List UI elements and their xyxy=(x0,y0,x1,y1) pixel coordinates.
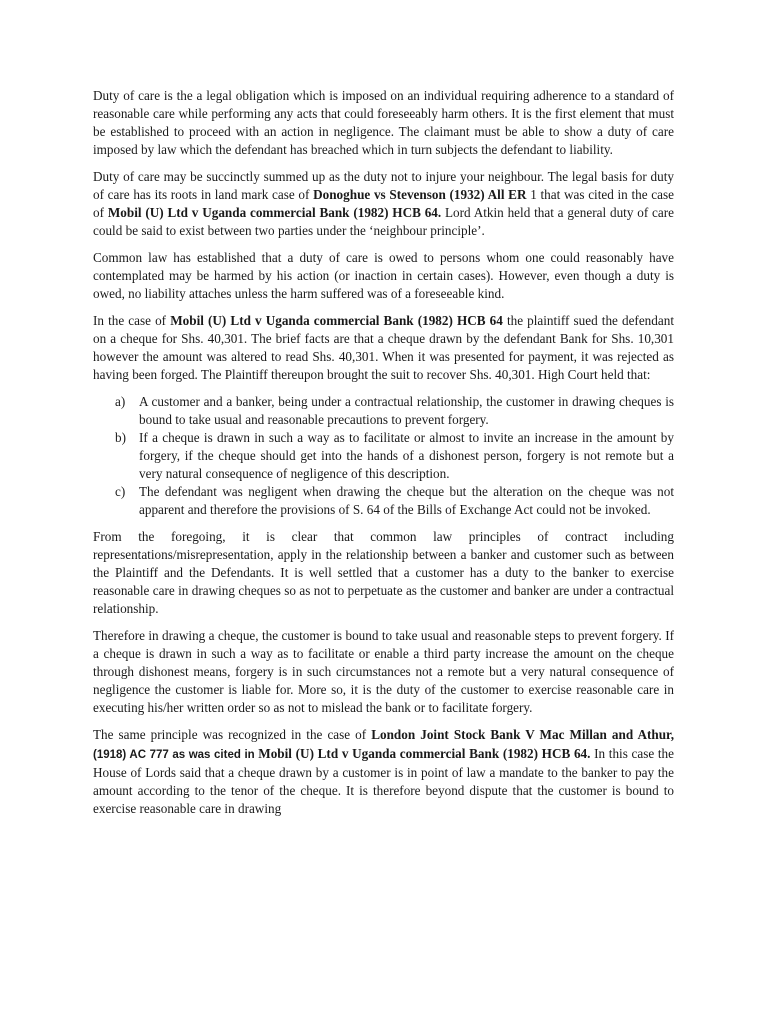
paragraph-foregoing: From the foregoing, it is clear that common law principles of contract including representations/misrepresentation, apply in the relationship between a banker and customer such as between the Plaintiff and the Defendants. It is well settled that a customer has a duty to the banker to exercise reasonable care in drawing cheques so as not to perpetuate as the customer and banker are under a contractual relationship. xyxy=(93,529,674,616)
list-item xyxy=(93,393,674,429)
text-run: Lord Atkin held that a general duty of care could be said to exist between two parties under the ‘neighbour principle’. xyxy=(93,205,674,238)
case-citation: Mobil (U) Ltd v Uganda commercial Bank (1982) HCB 64 xyxy=(170,313,503,328)
list-item xyxy=(93,429,674,483)
paragraph-same-principle xyxy=(93,726,674,818)
text-run: Duty of care may be succinctly summed up as the duty not to injure your neighbour. The legal basis for duty of care has its roots in land mark case of xyxy=(93,169,674,202)
case-citation: London Joint Stock Bank V Mac Millan and Athur, xyxy=(371,727,674,742)
list-item-text: The defendant was negligent when drawing the cheque but the alteration on the cheque was not apparent and therefore the provisions of S. 64 of the Bills of Exchange Act could not be invoked. xyxy=(139,484,674,517)
case-citation: Mobil (U) Ltd v Uganda commercial Bank (1982) HCB 64. xyxy=(107,205,442,220)
text-run: In the case of xyxy=(93,313,171,328)
text-run: The same principle was recognized in the case of xyxy=(93,727,372,742)
document-page xyxy=(93,87,674,827)
list-marker: a) xyxy=(115,394,126,409)
holdings-list xyxy=(93,393,674,519)
text-run: the plaintiff sued the defendant on a cheque for Shs. 40,301. The brief facts are that a cheque drawn by the defendant Bank for Shs. 10,301 however the amount was altered to read Shs. 40,301. When it was presented for payment, it was rejected as having been forged. The Plaintiff thereupon brought the suit to recover Shs. 40,301. High Court held that: xyxy=(93,313,674,382)
text-run: 1 that was cited in the case of xyxy=(93,187,674,220)
list-item-text: If a cheque is drawn in such a way as to facilitate or almost to invite an increase in the amount by forgery, if the cheque should get into the hands of a dishonest person, forgery is not remote but a very natural consequence of negligence of this description. xyxy=(139,430,674,481)
case-citation: Donoghue vs Stevenson (1932) All ER xyxy=(313,187,527,202)
paragraph-neighbour-principle xyxy=(93,168,674,240)
paragraph-mobil-case xyxy=(93,312,674,384)
list-marker: c) xyxy=(115,484,126,499)
text-run: In this case the House of Lords said that a cheque drawn by a customer is in point of law a mandate to the banker to pay the amount according to the tenor of the cheque. It is therefore beyond dispute that the customer is bound to exercise reasonable care in drawing xyxy=(93,746,675,816)
list-marker: b) xyxy=(115,430,126,445)
list-item-text: A customer and a banker, being under a contractual relationship, the customer in drawing cheques is bound to take usual and reasonable precautions to prevent forgery. xyxy=(139,394,674,427)
paragraph-duty-of-care-definition: Duty of care is the a legal obligation which is imposed on an individual requiring adherence to a standard of reasonable care while performing any acts that could foreseeably harm others. It is the first element that must be established to proceed with an action in negligence. The claimant must be able to show a duty of care imposed by law which the defendant has breached which in turn subjects the defendant to liability. xyxy=(93,88,674,157)
paragraph-common-law: Common law has established that a duty of care is owed to persons whom one could reasonably have contemplated may be harmed by his action (or inaction in certain cases). However, even though a duty is owed, no liability attaches unless the harm suffered was of a foreseeable kind. xyxy=(93,250,674,301)
citation-reference: (1918) AC 777 as was cited in xyxy=(93,749,259,761)
case-citation: Mobil (U) Ltd v Uganda commercial Bank (1982) HCB 64. xyxy=(258,746,591,761)
paragraph-drawing-cheque: Therefore in drawing a cheque, the customer is bound to take usual and reasonable steps to prevent forgery. If a cheque is drawn in such a way as to facilitate or enable a third party increase the amount on the cheque through dishonest means, forgery is in such circumstances not a remote but a very natural consequence of negligence the customer is liable for. More so, it is the duty of the customer to exercise reasonable care in executing his/her written order so as not to mislead the bank or to facilitate forgery. xyxy=(93,628,674,715)
list-item xyxy=(93,483,674,519)
